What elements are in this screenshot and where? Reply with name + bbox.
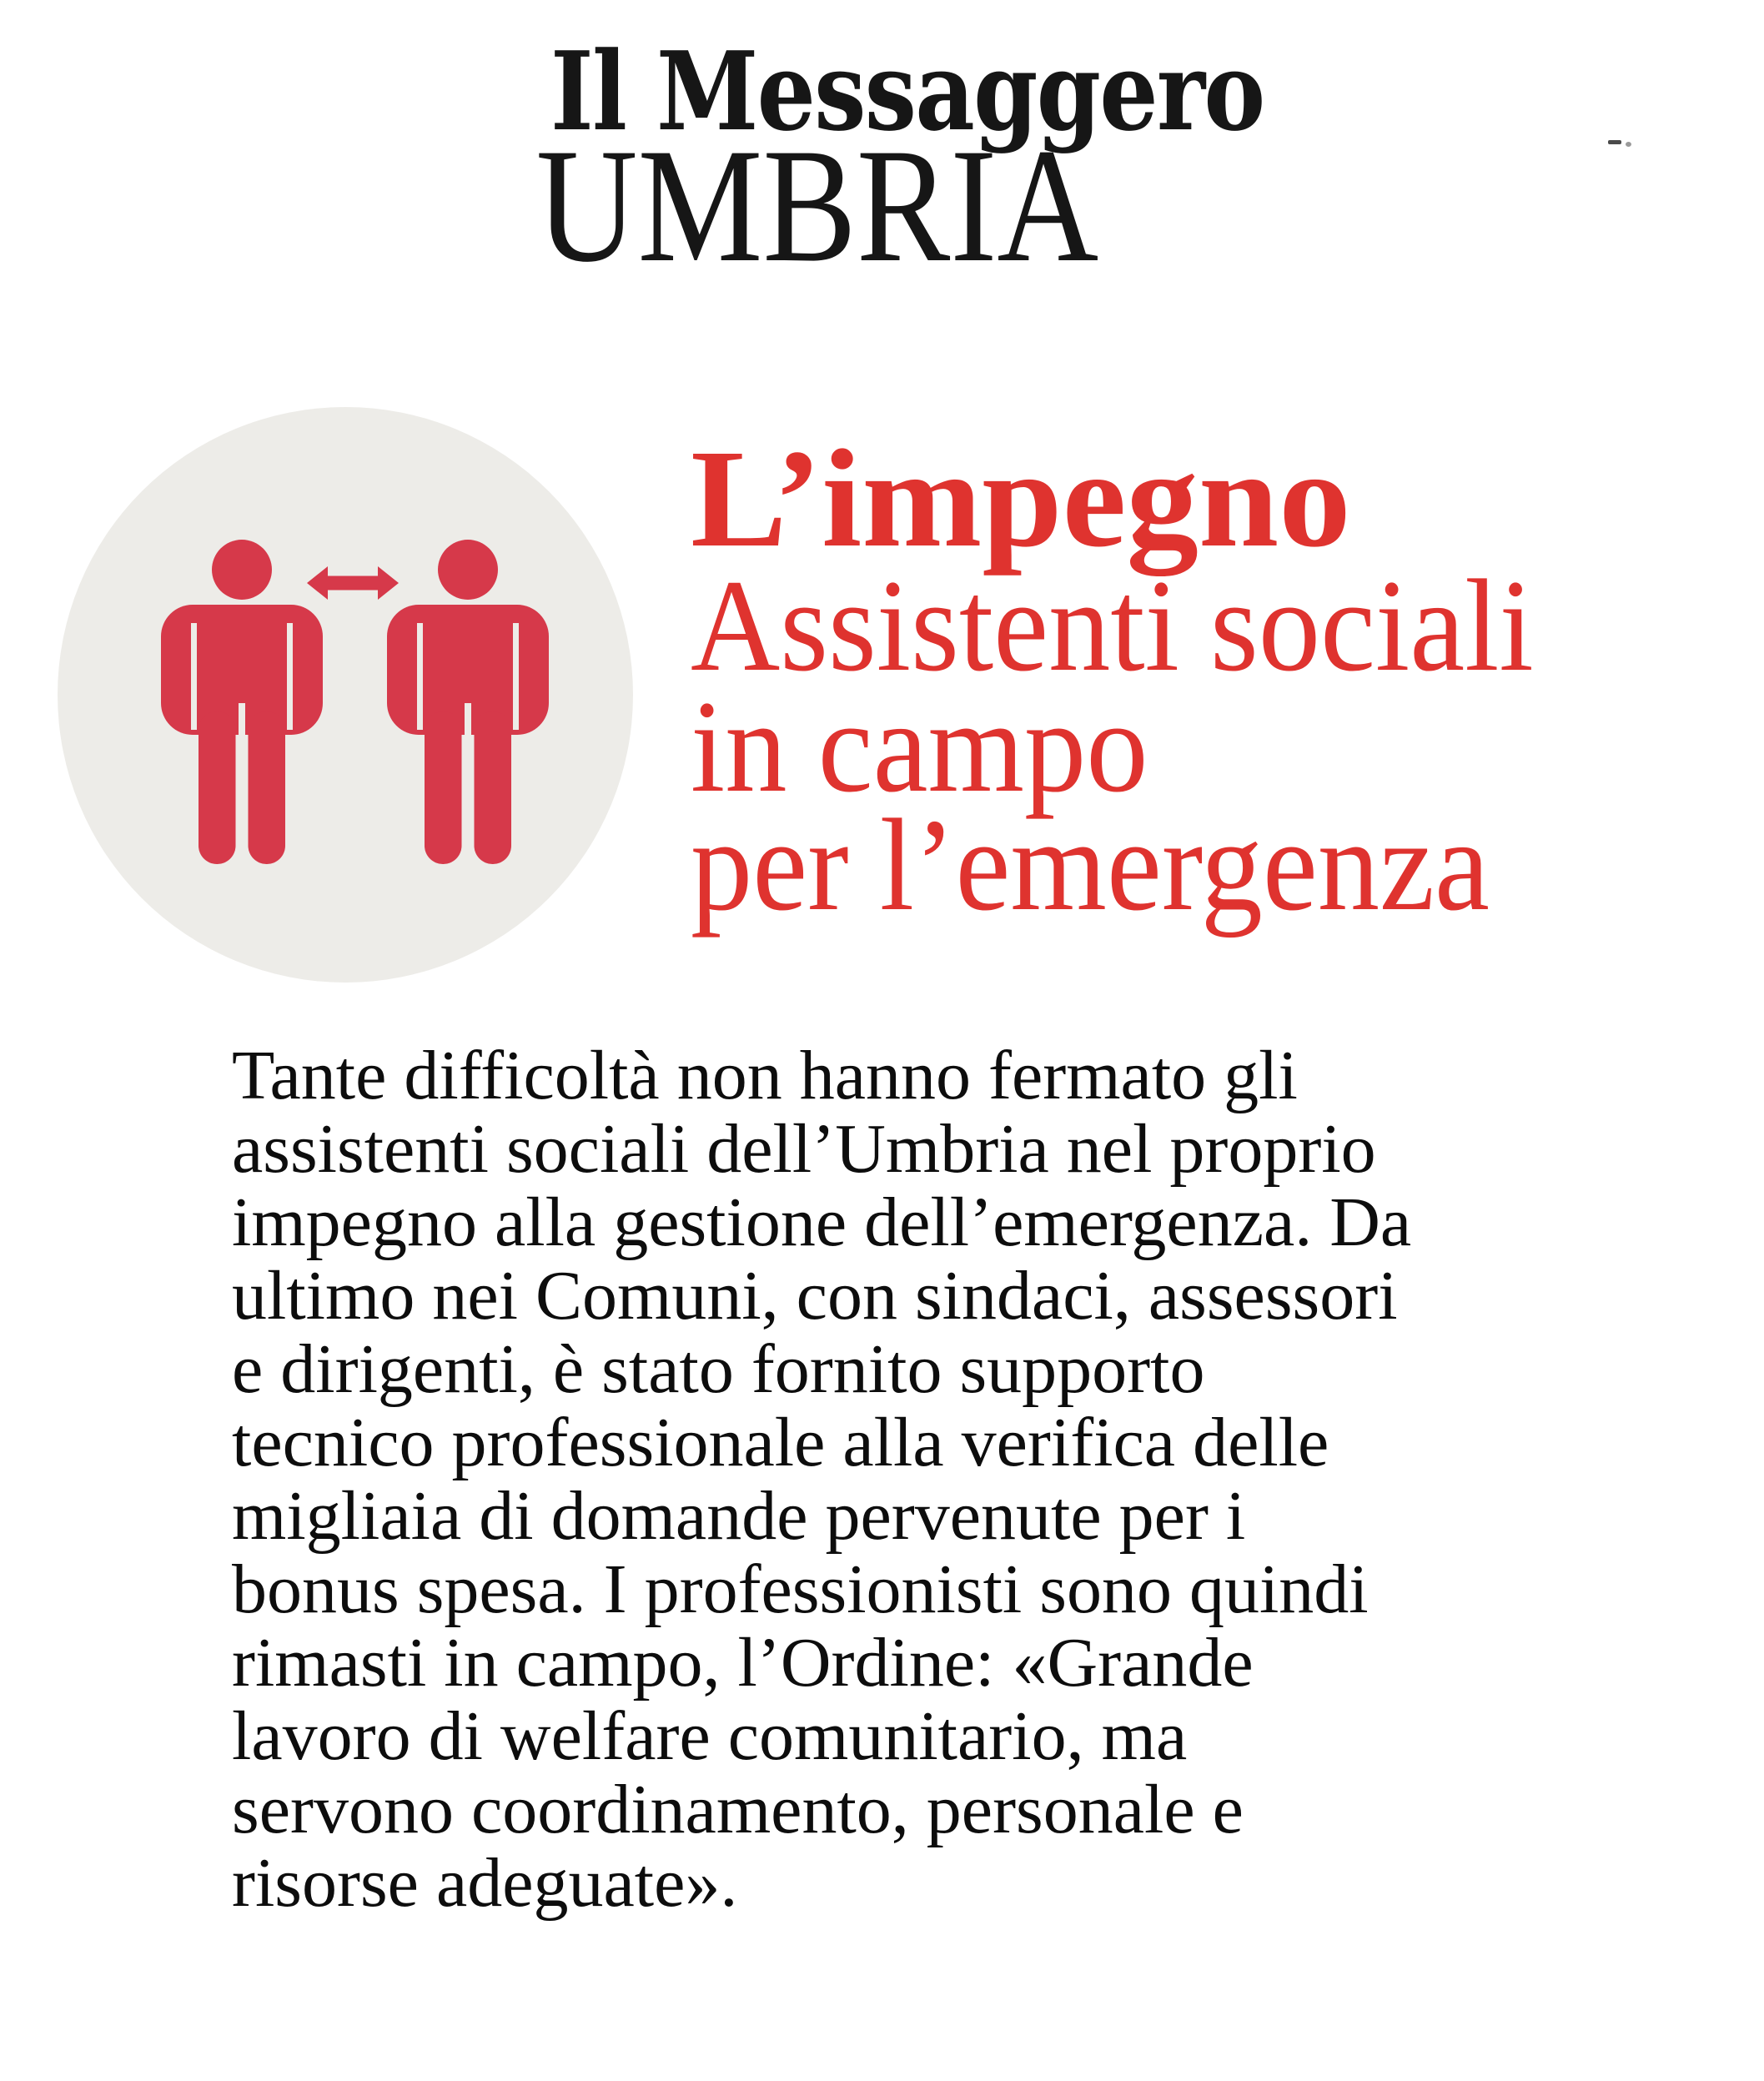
scan-artifact-dot: [1626, 142, 1631, 147]
article-icon: [57, 406, 634, 983]
masthead-title: Il Messaggero: [550, 28, 1264, 155]
body-line: ultimo nei Comuni, con sindaci, assessori: [232, 1257, 1398, 1335]
body-line: e dirigenti, è stato fornito supporto: [232, 1330, 1205, 1408]
body-line: risorse adeguate».: [232, 1844, 738, 1922]
body-line: tecnico professionale alla verifica delle: [232, 1404, 1329, 1481]
body-line: assistenti sociali dell’Umbria nel proprio: [232, 1110, 1376, 1188]
headline-line-2: in campo: [691, 674, 1148, 820]
headline-line-3: per l’emergenza: [691, 792, 1490, 938]
body-line: Tante difficoltà non hanno fermato gli: [232, 1037, 1298, 1114]
article-body: [232, 1039, 1411, 1920]
scan-artifact-dash: [1608, 140, 1621, 144]
body-line: bonus spesa. I professionisti sono quindi: [232, 1551, 1369, 1628]
headline-line-1: Assistenti sociali: [691, 553, 1534, 699]
body-line: lavoro di welfare comunitario, ma: [232, 1697, 1188, 1775]
masthead-edition: UMBRIA: [535, 115, 1099, 296]
body-line: migliaia di domande pervenute per i: [232, 1477, 1246, 1555]
body-line: rimasti in campo, l’Ordine: «Grande: [232, 1624, 1254, 1701]
body-line: impegno alla gestione dell’emergenza. Da: [232, 1184, 1412, 1261]
social-distance-icon: [57, 406, 634, 983]
headline-kicker: L’impegno: [691, 421, 1351, 576]
body-line: servono coordinamento, personale e: [232, 1771, 1244, 1848]
